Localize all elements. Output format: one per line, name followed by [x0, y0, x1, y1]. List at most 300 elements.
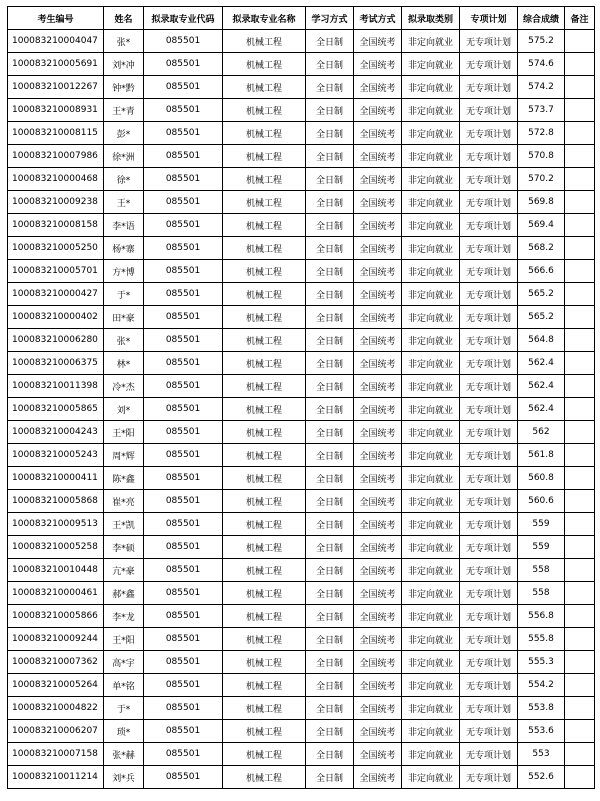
total-score-cell: 558	[518, 559, 565, 582]
table-row	[8, 145, 595, 168]
header-row	[8, 7, 595, 30]
remark-cell	[565, 536, 595, 559]
special-plan-cell: 无专项计划	[460, 53, 518, 76]
study-mode-cell: 全日制	[306, 214, 354, 237]
admission-type-cell: 非定向就业	[402, 605, 460, 628]
major-code-cell: 085501	[144, 582, 223, 605]
total-score-cell: 556.8	[518, 605, 565, 628]
candidate-id-cell: 100083210000411	[8, 467, 104, 490]
candidate-id-cell: 100083210005250	[8, 237, 104, 260]
special-plan-cell: 无专项计划	[460, 122, 518, 145]
exam-mode-cell: 全国统考	[354, 122, 402, 145]
remark-cell	[565, 513, 595, 536]
total-score-cell: 565.2	[518, 283, 565, 306]
remark-cell	[565, 720, 595, 743]
remark-cell	[565, 145, 595, 168]
remark-cell	[565, 697, 595, 720]
major-code-cell: 085501	[144, 490, 223, 513]
table-row	[8, 582, 595, 605]
header-cell: 学习方式	[306, 7, 354, 30]
major-name-cell: 机械工程	[223, 605, 306, 628]
special-plan-cell: 无专项计划	[460, 214, 518, 237]
major-code-cell: 085501	[144, 605, 223, 628]
table-row	[8, 352, 595, 375]
remark-cell	[565, 168, 595, 191]
exam-mode-cell: 全国统考	[354, 651, 402, 674]
total-score-cell: 553	[518, 743, 565, 766]
name-cell: 王*阳	[104, 421, 144, 444]
remark-cell	[565, 306, 595, 329]
major-code-cell: 085501	[144, 352, 223, 375]
admission-type-cell: 非定向就业	[402, 214, 460, 237]
table-row	[8, 467, 595, 490]
remark-cell	[565, 122, 595, 145]
exam-mode-cell: 全国统考	[354, 605, 402, 628]
name-cell: 郝*鑫	[104, 582, 144, 605]
total-score-cell: 570.2	[518, 168, 565, 191]
major-name-cell: 机械工程	[223, 191, 306, 214]
admission-type-cell: 非定向就业	[402, 490, 460, 513]
total-score-cell: 560.8	[518, 467, 565, 490]
header-cell: 备注	[565, 7, 595, 30]
major-name-cell: 机械工程	[223, 490, 306, 513]
candidate-id-cell: 100083210011398	[8, 375, 104, 398]
special-plan-cell: 无专项计划	[460, 237, 518, 260]
special-plan-cell: 无专项计划	[460, 329, 518, 352]
admission-type-cell: 非定向就业	[402, 122, 460, 145]
major-name-cell: 机械工程	[223, 283, 306, 306]
exam-mode-cell: 全国统考	[354, 283, 402, 306]
total-score-cell: 554.2	[518, 674, 565, 697]
candidate-id-cell: 100083210007158	[8, 743, 104, 766]
major-code-cell: 085501	[144, 375, 223, 398]
candidate-id-cell: 100083210000427	[8, 283, 104, 306]
table-row	[8, 490, 595, 513]
name-cell: 张*	[104, 30, 144, 53]
major-code-cell: 085501	[144, 283, 223, 306]
study-mode-cell: 全日制	[306, 582, 354, 605]
major-name-cell: 机械工程	[223, 536, 306, 559]
candidate-id-cell: 100083210000468	[8, 168, 104, 191]
special-plan-cell: 无专项计划	[460, 490, 518, 513]
candidate-id-cell: 100083210009244	[8, 628, 104, 651]
major-name-cell: 机械工程	[223, 352, 306, 375]
study-mode-cell: 全日制	[306, 720, 354, 743]
name-cell: 王*凯	[104, 513, 144, 536]
admission-type-cell: 非定向就业	[402, 191, 460, 214]
total-score-cell: 566.6	[518, 260, 565, 283]
candidate-id-cell: 100083210004047	[8, 30, 104, 53]
admission-type-cell: 非定向就业	[402, 260, 460, 283]
exam-mode-cell: 全国统考	[354, 237, 402, 260]
candidate-id-cell: 100083210000402	[8, 306, 104, 329]
name-cell: 徐*	[104, 168, 144, 191]
name-cell: 高*宇	[104, 651, 144, 674]
major-code-cell: 085501	[144, 743, 223, 766]
study-mode-cell: 全日制	[306, 536, 354, 559]
major-code-cell: 085501	[144, 720, 223, 743]
special-plan-cell: 无专项计划	[460, 697, 518, 720]
total-score-cell: 562	[518, 421, 565, 444]
major-name-cell: 机械工程	[223, 766, 306, 789]
exam-mode-cell: 全国统考	[354, 30, 402, 53]
name-cell: 刘*兵	[104, 766, 144, 789]
total-score-cell: 560.6	[518, 490, 565, 513]
candidate-id-cell: 100083210008158	[8, 214, 104, 237]
table-row	[8, 375, 595, 398]
table-row	[8, 237, 595, 260]
exam-mode-cell: 全国统考	[354, 421, 402, 444]
candidate-id-cell: 100083210000461	[8, 582, 104, 605]
admission-type-cell: 非定向就业	[402, 766, 460, 789]
name-cell: 李*硕	[104, 536, 144, 559]
admission-type-cell: 非定向就业	[402, 306, 460, 329]
special-plan-cell: 无专项计划	[460, 191, 518, 214]
major-code-cell: 085501	[144, 398, 223, 421]
admission-type-cell: 非定向就业	[402, 375, 460, 398]
candidate-id-cell: 100083210005868	[8, 490, 104, 513]
candidate-id-cell: 100083210006207	[8, 720, 104, 743]
header-cell: 综合成绩	[518, 7, 565, 30]
exam-mode-cell: 全国统考	[354, 720, 402, 743]
table-row	[8, 536, 595, 559]
special-plan-cell: 无专项计划	[460, 720, 518, 743]
admission-type-cell: 非定向就业	[402, 651, 460, 674]
remark-cell	[565, 191, 595, 214]
name-cell: 田*豪	[104, 306, 144, 329]
total-score-cell: 569.4	[518, 214, 565, 237]
special-plan-cell: 无专项计划	[460, 306, 518, 329]
remark-cell	[565, 398, 595, 421]
major-code-cell: 085501	[144, 536, 223, 559]
total-score-cell: 575.2	[518, 30, 565, 53]
remark-cell	[565, 674, 595, 697]
name-cell: 亢*豪	[104, 559, 144, 582]
admission-list	[7, 6, 595, 789]
study-mode-cell: 全日制	[306, 329, 354, 352]
total-score-cell: 572.8	[518, 122, 565, 145]
name-cell: 崔*亮	[104, 490, 144, 513]
exam-mode-cell: 全国统考	[354, 444, 402, 467]
candidate-id-cell: 100083210005865	[8, 398, 104, 421]
special-plan-cell: 无专项计划	[460, 743, 518, 766]
study-mode-cell: 全日制	[306, 237, 354, 260]
special-plan-cell: 无专项计划	[460, 145, 518, 168]
exam-mode-cell: 全国统考	[354, 99, 402, 122]
table-row	[8, 30, 595, 53]
candidate-id-cell: 100083210005258	[8, 536, 104, 559]
candidate-id-cell: 100083210005866	[8, 605, 104, 628]
candidate-id-cell: 100083210008931	[8, 99, 104, 122]
name-cell: 陈*鑫	[104, 467, 144, 490]
candidate-id-cell: 100083210005691	[8, 53, 104, 76]
table-row	[8, 444, 595, 467]
major-name-cell: 机械工程	[223, 444, 306, 467]
major-code-cell: 085501	[144, 99, 223, 122]
total-score-cell: 552.6	[518, 766, 565, 789]
name-cell: 于*	[104, 283, 144, 306]
remark-cell	[565, 651, 595, 674]
candidate-id-cell: 100083210004822	[8, 697, 104, 720]
remark-cell	[565, 766, 595, 789]
remark-cell	[565, 283, 595, 306]
header-cell: 考试方式	[354, 7, 402, 30]
table-row	[8, 260, 595, 283]
admission-type-cell: 非定向就业	[402, 421, 460, 444]
special-plan-cell: 无专项计划	[460, 260, 518, 283]
total-score-cell: 559	[518, 513, 565, 536]
name-cell: 刘*	[104, 398, 144, 421]
special-plan-cell: 无专项计划	[460, 536, 518, 559]
study-mode-cell: 全日制	[306, 605, 354, 628]
study-mode-cell: 全日制	[306, 490, 354, 513]
remark-cell	[565, 260, 595, 283]
remark-cell	[565, 582, 595, 605]
major-code-cell: 085501	[144, 329, 223, 352]
major-name-cell: 机械工程	[223, 582, 306, 605]
major-name-cell: 机械工程	[223, 145, 306, 168]
study-mode-cell: 全日制	[306, 283, 354, 306]
major-name-cell: 机械工程	[223, 99, 306, 122]
major-code-cell: 085501	[144, 168, 223, 191]
special-plan-cell: 无专项计划	[460, 421, 518, 444]
total-score-cell: 553.6	[518, 720, 565, 743]
exam-mode-cell: 全国统考	[354, 398, 402, 421]
study-mode-cell: 全日制	[306, 122, 354, 145]
name-cell: 琐*	[104, 720, 144, 743]
remark-cell	[565, 743, 595, 766]
exam-mode-cell: 全国统考	[354, 766, 402, 789]
special-plan-cell: 无专项计划	[460, 76, 518, 99]
name-cell: 周*辉	[104, 444, 144, 467]
admission-type-cell: 非定向就业	[402, 53, 460, 76]
study-mode-cell: 全日制	[306, 743, 354, 766]
special-plan-cell: 无专项计划	[460, 605, 518, 628]
study-mode-cell: 全日制	[306, 651, 354, 674]
study-mode-cell: 全日制	[306, 559, 354, 582]
major-code-cell: 085501	[144, 513, 223, 536]
major-code-cell: 085501	[144, 674, 223, 697]
study-mode-cell: 全日制	[306, 513, 354, 536]
table-row	[8, 421, 595, 444]
remark-cell	[565, 76, 595, 99]
special-plan-cell: 无专项计划	[460, 559, 518, 582]
major-code-cell: 085501	[144, 766, 223, 789]
exam-mode-cell: 全国统考	[354, 260, 402, 283]
table-row	[8, 99, 595, 122]
major-code-cell: 085501	[144, 628, 223, 651]
name-cell: 王*青	[104, 99, 144, 122]
major-name-cell: 机械工程	[223, 651, 306, 674]
total-score-cell: 562.4	[518, 398, 565, 421]
special-plan-cell: 无专项计划	[460, 30, 518, 53]
major-code-cell: 085501	[144, 467, 223, 490]
study-mode-cell: 全日制	[306, 697, 354, 720]
table-row	[8, 674, 595, 697]
remark-cell	[565, 214, 595, 237]
total-score-cell: 568.2	[518, 237, 565, 260]
major-code-cell: 085501	[144, 122, 223, 145]
exam-mode-cell: 全国统考	[354, 214, 402, 237]
total-score-cell: 562.4	[518, 375, 565, 398]
total-score-cell: 559	[518, 536, 565, 559]
special-plan-cell: 无专项计划	[460, 99, 518, 122]
exam-mode-cell: 全国统考	[354, 352, 402, 375]
major-name-cell: 机械工程	[223, 214, 306, 237]
major-code-cell: 085501	[144, 237, 223, 260]
candidate-id-cell: 100083210007362	[8, 651, 104, 674]
major-code-cell: 085501	[144, 76, 223, 99]
major-name-cell: 机械工程	[223, 697, 306, 720]
table-row	[8, 743, 595, 766]
exam-mode-cell: 全国统考	[354, 536, 402, 559]
major-code-cell: 085501	[144, 421, 223, 444]
remark-cell	[565, 628, 595, 651]
major-code-cell: 085501	[144, 651, 223, 674]
study-mode-cell: 全日制	[306, 76, 354, 99]
major-code-cell: 085501	[144, 53, 223, 76]
study-mode-cell: 全日制	[306, 145, 354, 168]
name-cell: 王*	[104, 191, 144, 214]
name-cell: 钟*黔	[104, 76, 144, 99]
table-row	[8, 513, 595, 536]
admission-type-cell: 非定向就业	[402, 76, 460, 99]
major-code-cell: 085501	[144, 444, 223, 467]
admission-type-cell: 非定向就业	[402, 329, 460, 352]
name-cell: 张*	[104, 329, 144, 352]
major-name-cell: 机械工程	[223, 237, 306, 260]
admission-type-cell: 非定向就业	[402, 536, 460, 559]
table-row	[8, 605, 595, 628]
special-plan-cell: 无专项计划	[460, 582, 518, 605]
admission-type-cell: 非定向就业	[402, 467, 460, 490]
admission-type-cell: 非定向就业	[402, 398, 460, 421]
exam-mode-cell: 全国统考	[354, 490, 402, 513]
remark-cell	[565, 605, 595, 628]
study-mode-cell: 全日制	[306, 628, 354, 651]
candidate-id-cell: 100083210009513	[8, 513, 104, 536]
candidate-id-cell: 100083210009238	[8, 191, 104, 214]
admission-type-cell: 非定向就业	[402, 559, 460, 582]
name-cell: 刘*冲	[104, 53, 144, 76]
admission-type-cell: 非定向就业	[402, 697, 460, 720]
total-score-cell: 561.8	[518, 444, 565, 467]
candidate-id-cell: 100083210006280	[8, 329, 104, 352]
study-mode-cell: 全日制	[306, 168, 354, 191]
table-row	[8, 53, 595, 76]
major-name-cell: 机械工程	[223, 421, 306, 444]
total-score-cell: 555.8	[518, 628, 565, 651]
table-row	[8, 122, 595, 145]
remark-cell	[565, 329, 595, 352]
admission-type-cell: 非定向就业	[402, 352, 460, 375]
total-score-cell: 574.2	[518, 76, 565, 99]
total-score-cell: 574.6	[518, 53, 565, 76]
table-body	[8, 30, 595, 789]
table-row	[8, 697, 595, 720]
major-name-cell: 机械工程	[223, 76, 306, 99]
remark-cell	[565, 444, 595, 467]
study-mode-cell: 全日制	[306, 421, 354, 444]
study-mode-cell: 全日制	[306, 398, 354, 421]
major-name-cell: 机械工程	[223, 168, 306, 191]
table-row	[8, 214, 595, 237]
major-code-cell: 085501	[144, 260, 223, 283]
table-row	[8, 766, 595, 789]
remark-cell	[565, 352, 595, 375]
study-mode-cell: 全日制	[306, 53, 354, 76]
admission-type-cell: 非定向就业	[402, 145, 460, 168]
remark-cell	[565, 467, 595, 490]
study-mode-cell: 全日制	[306, 467, 354, 490]
name-cell: 彭*	[104, 122, 144, 145]
major-code-cell: 085501	[144, 214, 223, 237]
remark-cell	[565, 237, 595, 260]
admission-type-cell: 非定向就业	[402, 444, 460, 467]
table-row	[8, 720, 595, 743]
name-cell: 林*	[104, 352, 144, 375]
table-row	[8, 651, 595, 674]
name-cell: 李*龙	[104, 605, 144, 628]
admission-table	[7, 6, 595, 789]
special-plan-cell: 无专项计划	[460, 628, 518, 651]
candidate-id-cell: 100083210005264	[8, 674, 104, 697]
remark-cell	[565, 375, 595, 398]
admission-type-cell: 非定向就业	[402, 513, 460, 536]
exam-mode-cell: 全国统考	[354, 628, 402, 651]
admission-type-cell: 非定向就业	[402, 237, 460, 260]
name-cell: 方*博	[104, 260, 144, 283]
header-cell: 拟录取专业名称	[223, 7, 306, 30]
header-cell: 拟录取类别	[402, 7, 460, 30]
major-name-cell: 机械工程	[223, 467, 306, 490]
total-score-cell: 573.7	[518, 99, 565, 122]
major-name-cell: 机械工程	[223, 720, 306, 743]
study-mode-cell: 全日制	[306, 99, 354, 122]
major-code-cell: 085501	[144, 145, 223, 168]
table-row	[8, 329, 595, 352]
candidate-id-cell: 100083210011214	[8, 766, 104, 789]
major-name-cell: 机械工程	[223, 329, 306, 352]
total-score-cell: 569.8	[518, 191, 565, 214]
special-plan-cell: 无专项计划	[460, 674, 518, 697]
remark-cell	[565, 490, 595, 513]
major-code-cell: 085501	[144, 697, 223, 720]
study-mode-cell: 全日制	[306, 191, 354, 214]
study-mode-cell: 全日制	[306, 306, 354, 329]
major-code-cell: 085501	[144, 559, 223, 582]
admission-type-cell: 非定向就业	[402, 30, 460, 53]
major-name-cell: 机械工程	[223, 743, 306, 766]
table-row	[8, 168, 595, 191]
major-name-cell: 机械工程	[223, 628, 306, 651]
header-cell: 拟录取专业代码	[144, 7, 223, 30]
table-row	[8, 76, 595, 99]
exam-mode-cell: 全国统考	[354, 53, 402, 76]
major-name-cell: 机械工程	[223, 559, 306, 582]
admission-type-cell: 非定向就业	[402, 582, 460, 605]
header-cell: 专项计划	[460, 7, 518, 30]
major-name-cell: 机械工程	[223, 260, 306, 283]
major-code-cell: 085501	[144, 306, 223, 329]
total-score-cell: 570.8	[518, 145, 565, 168]
study-mode-cell: 全日制	[306, 260, 354, 283]
remark-cell	[565, 99, 595, 122]
major-name-cell: 机械工程	[223, 122, 306, 145]
major-name-cell: 机械工程	[223, 375, 306, 398]
total-score-cell: 555.3	[518, 651, 565, 674]
study-mode-cell: 全日制	[306, 444, 354, 467]
